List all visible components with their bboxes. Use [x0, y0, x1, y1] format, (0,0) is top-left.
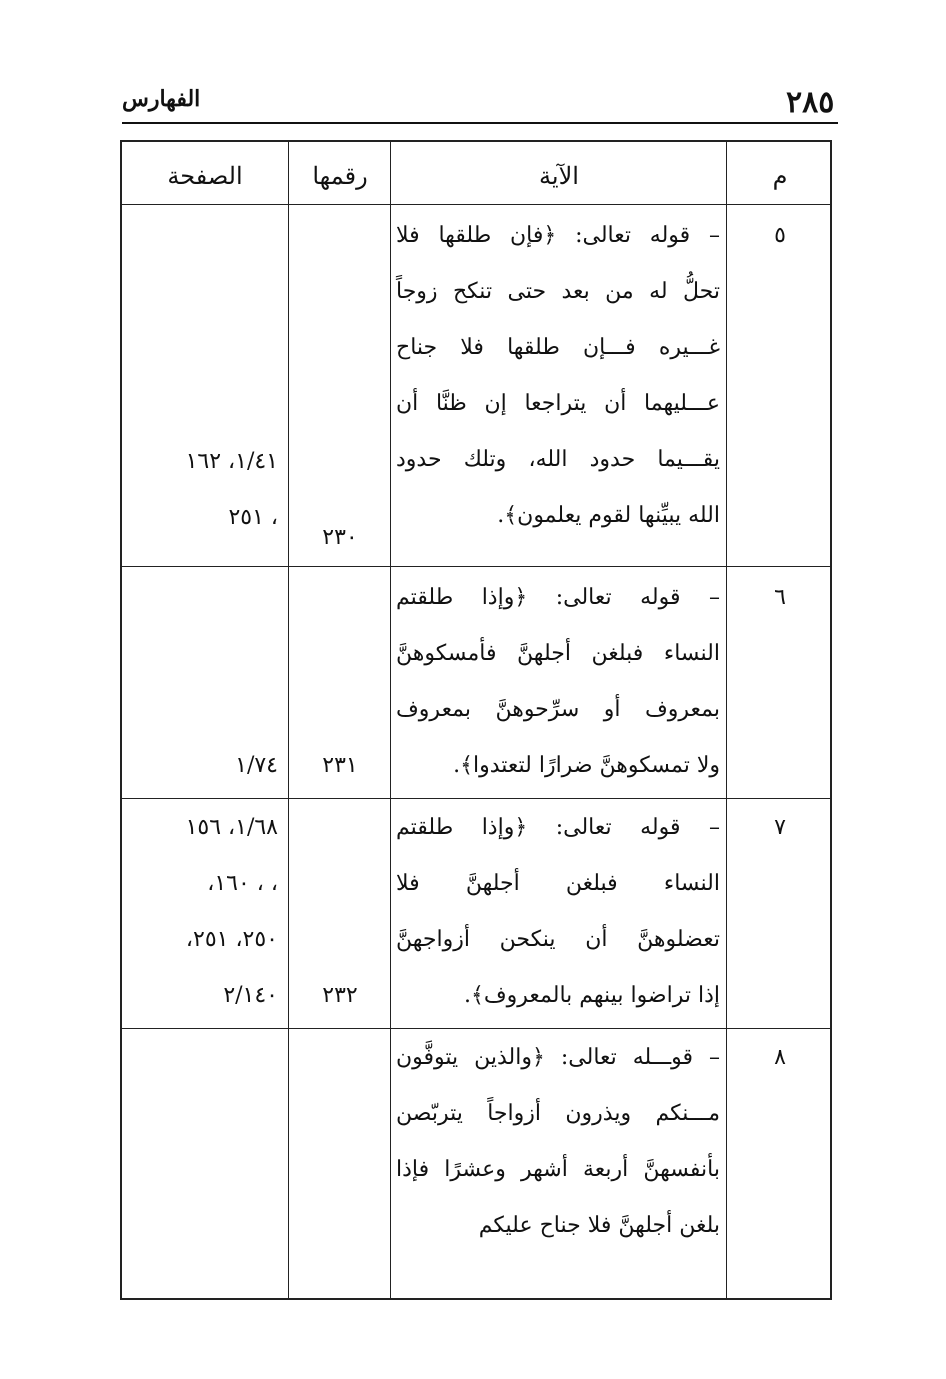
page-references [126, 800, 284, 1024]
table-row-serial: ٧ [774, 815, 786, 840]
verse-text [396, 208, 720, 544]
page-reference-line: ١/٤١، ١٦٢ [185, 449, 278, 474]
table-row-serial: ٥ [774, 223, 786, 248]
verse-line: تعضلوهنَّ أن ينكحن أزواجهنَّ [396, 927, 720, 952]
verse-text [396, 1030, 720, 1254]
verse-line: النساء فبلغن أجلهنَّ فلا [396, 871, 720, 896]
verse-line: – قوله تعالى: ﴿فإن طلقها فلا [396, 223, 720, 248]
verse-line: ولا تمسكوهنَّ ضرارًا لتعتدوا﴾. [453, 753, 720, 778]
verse-line: إذا تراضوا بينهم بالمعروف﴾. [463, 983, 720, 1008]
column-divider [390, 142, 391, 1298]
page-reference-line: ٢/١٤٠ [223, 983, 278, 1008]
row-divider [122, 204, 830, 205]
page-reference-line: ، ، ١٦٠، [207, 871, 278, 896]
page-references [126, 738, 284, 794]
table-row-serial: ٦ [774, 585, 786, 610]
header-verse-number: رقمها [312, 162, 368, 190]
page-references [126, 434, 284, 546]
page-reference-line: ١/٧٤ [235, 753, 278, 778]
row-divider [122, 1028, 830, 1029]
verse-line: – قوله تعالى: ﴿وإذا طلقتم [396, 815, 720, 840]
verse-line: النساء فبلغن أجلهنَّ فأمسكوهنَّ [396, 641, 720, 666]
header-pages: الصفحة [167, 162, 243, 190]
row-divider [122, 798, 830, 799]
verse-line: – قوـــله تعالى: ﴿والذين يتوفَّون [396, 1045, 720, 1070]
verse-text [396, 570, 720, 794]
verse-line: بلغن أجلهنَّ فلا جناح عليكم [478, 1213, 720, 1238]
verse-number: ٢٣٠ [322, 525, 358, 550]
verse-line: عـــليهما أن يتراجعا إن ظنَّا أن [396, 391, 720, 416]
column-divider [288, 142, 289, 1298]
header-serial: م [772, 162, 788, 190]
verse-number: ٢٣٢ [322, 983, 358, 1008]
page-reference-line: ، ٢٥١ [228, 505, 278, 530]
page-number: ٢٨٥ [786, 85, 835, 120]
page-reference-line: ١/٦٨، ١٥٦ [185, 815, 278, 840]
running-title: الفهارس [122, 86, 201, 112]
verse-text [396, 800, 720, 1024]
row-divider [122, 566, 830, 567]
column-divider [726, 142, 727, 1298]
verse-line: مـــنكم ويذرون أزواجاً يتربّصن [396, 1101, 720, 1126]
verse-line: غـــيره فـــإن طلقها فلا جناح [396, 335, 720, 360]
verse-index-table [120, 140, 832, 1300]
verse-line: تحلُّ له من بعد حتى تنكح زوجاً [396, 279, 720, 304]
verse-line: بمعروف أو سرِّحوهنَّ بمعروف [396, 697, 720, 722]
page-reference-line: ٢٥٠، ٢٥١، [185, 927, 278, 952]
header-rule [122, 122, 838, 124]
table-row-serial: ٨ [774, 1045, 786, 1070]
header-verse: الآية [539, 162, 579, 190]
verse-line: – قوله تعالى: ﴿وإذا طلقتم [396, 585, 720, 610]
verse-line: يقـــيما حدود الله، وتلك حدود [396, 447, 720, 472]
verse-line: بأنفسهنَّ أربعة أشهر وعشرًا فإذا [396, 1157, 720, 1182]
verse-number: ٢٣١ [322, 753, 358, 778]
verse-line: الله يبيِّنها لقوم يعلمون﴾. [497, 503, 720, 528]
